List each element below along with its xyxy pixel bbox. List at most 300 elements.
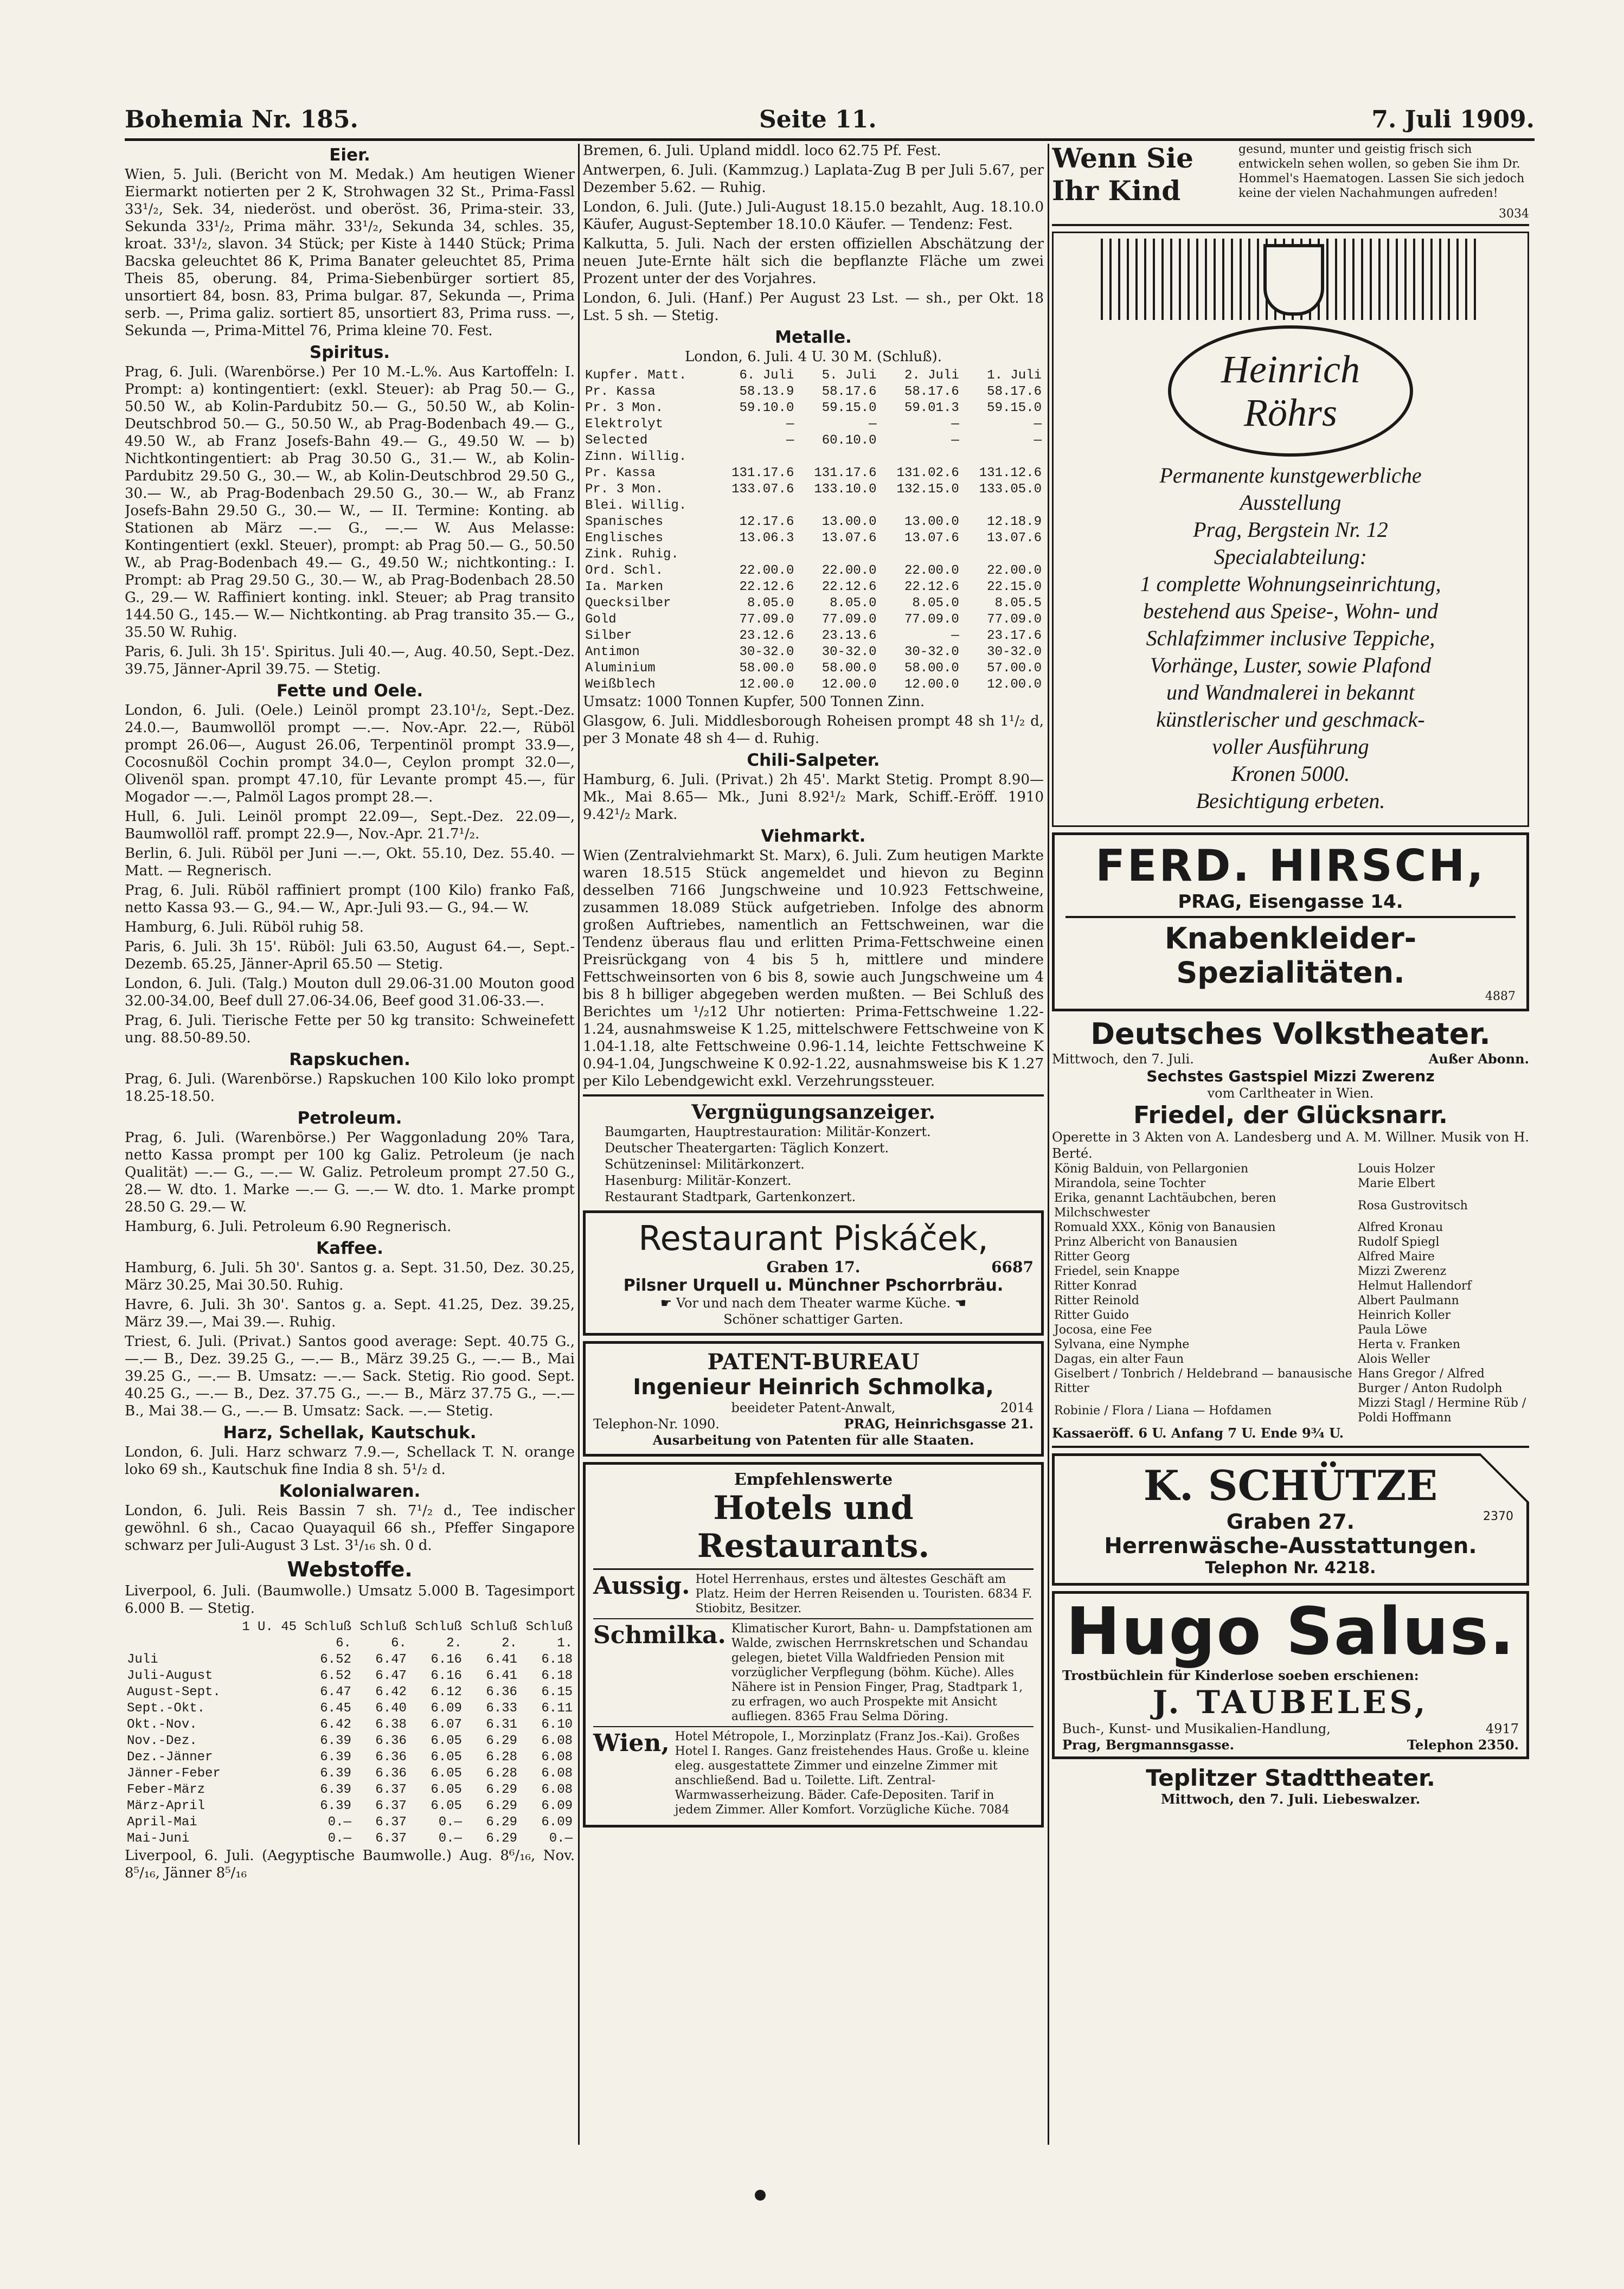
table-row	[583, 579, 1044, 595]
schuetze-number: 2370	[1483, 1510, 1513, 1523]
liverpool-egyptian: Liverpool, 6. Juli. (Aegyptische Baumwolle.) Aug. 8⁶/₁₆, Nov. 8⁵/₁₆, Jänner 8⁵/₁₆	[125, 1848, 575, 1881]
table-cell: 12.00.0	[987, 677, 1042, 692]
table-cell: 0.—	[438, 1831, 462, 1846]
table-cell: 6.40	[375, 1701, 407, 1716]
hotel-aussig-town: Aussig.	[593, 1572, 690, 1600]
fette-hull: Hull, 6. Juli. Leinöl prompt 22.09—, Sept.-Dez. 22.09—, Baumwollöl raff. prompt 22.9—, Nov.-Apr. 21.7¹/₂.	[125, 809, 575, 842]
cast-row	[1052, 1279, 1529, 1293]
kaffee-havre: Havre, 6. Juli. 3h 30'. Santos g. a. Sept. 41.25, Dez. 39.25, März 39.—, Mai 39.—. Ruhig.	[125, 1297, 575, 1330]
rapskuchen-report: Prag, 6. Juli. (Warenbörse.) Rapskuchen 100 Kilo loko prompt 18.25-18.50.	[125, 1071, 575, 1105]
table-cell: Selected	[585, 433, 648, 448]
table-cell: 8.05.0	[830, 596, 877, 611]
ad-text-line: Kronen 5000.	[1231, 761, 1350, 786]
table-cell: Juli	[127, 1652, 158, 1667]
cast-row	[1052, 1235, 1529, 1249]
metal-price-table	[583, 368, 1044, 693]
table-cell: 6.29	[486, 1799, 517, 1813]
cast-role: König Balduin, von Pellargonien	[1054, 1162, 1249, 1176]
cast-role: Sylvana, eine Nymphe	[1054, 1338, 1190, 1351]
table-cell: 6.47	[375, 1669, 407, 1683]
table-cell: 12.00.0	[821, 677, 877, 692]
market-column-1	[125, 142, 575, 2149]
table-row	[125, 1782, 575, 1798]
table-cell: 6.09	[541, 1799, 573, 1813]
cast-actor: Louis Holzer	[1358, 1162, 1435, 1176]
table-cell: 6.18	[541, 1652, 573, 1667]
section-kaffee-title: Kaffee.	[316, 1239, 383, 1258]
cast-row	[1052, 1323, 1529, 1337]
market-column-2	[583, 142, 1044, 2149]
hotel-schmilka	[593, 1619, 1034, 1727]
table-cell: Englisches	[585, 531, 664, 546]
table-header-cell: Schluß	[360, 1620, 407, 1634]
table-cell: 131.02.6	[896, 466, 959, 480]
table-cell	[714, 498, 796, 514]
rohrs-logo	[1168, 325, 1413, 457]
table-cell	[796, 547, 878, 563]
table-cell: Ia. Marken	[585, 580, 664, 594]
spiritus-report: Prag, 6. Juli. (Warenbörse.) Per 10 M.-L.%. Aus Kartoffeln: I. Prompt: a) kontingentiert: (exkl. Steuer): ab Prag 50.— G., 50.50 W., ab Kolin-Pardubitz 50.— G., 50.50 W., ab Kolin-Deutschbrod 50.— G., 50.50 W., ab Prag-Bodenbach 49.— G., 49.50 W., ab Franz Josefs-Bahn 49.— G., 49.50 W. — b) Nichtkontingentiert: ab Prag 30.50 G., 31.— W., ab Kolin-Pardubitz 29.50 G., 30.— W., ab Kolin-Deutschbrod 29.50 G., 30.— W., ab Prag-Bodenbach 29.50 G., 30.— W., ab Franz Josefs-Bahn 29.50 G., 30.— W., — II. Termine: Konting. ab Stationen ab März —.— G., —.— W. Aus Melasse: Kontingentiert (exkl. Steuer), prompt: ab Prag 50.— G., 50.50 W., ab Prag-Bodenbach 49.— G., 49.50 W.; nichtkonting.: I. Prompt: ab Prag 29.50 G., 30.— W., ab Prag-Bodenbach 28.50 G., 29.— W. Raffiniert konting. inkl. Steuer; ab Prag transito 144.50 G., 145.— W.— Nichtkonting. ab Prag transito 35.— G., 35.50 W. Ruhig.	[125, 364, 575, 640]
table-cell	[961, 547, 1044, 563]
cast-actor: Alfred Maire	[1358, 1250, 1435, 1264]
cast-row	[1052, 1176, 1529, 1191]
cast-actor: Hans Gregor / Alfred Burger / Anton Rudolph	[1358, 1367, 1503, 1395]
cast-row	[1052, 1191, 1529, 1220]
cast-role: Robinie / Flora / Liana — Hofdamen	[1054, 1403, 1272, 1418]
column-divider-1	[578, 144, 580, 2145]
table-row	[125, 1798, 575, 1814]
section-eier-title: Eier.	[329, 145, 370, 165]
hotel-wien	[593, 1727, 1034, 1819]
header-date: 7. Juli 1909.	[1371, 106, 1535, 133]
fette-london-talg: London, 6. Juli. (Talg.) Mouton dull 29.06-31.00 Mouton good 32.00-34.00, Beef dull 27.06-34.06, Beef good 31.06-33.—.	[125, 976, 575, 1009]
table-cell: 6.05	[431, 1766, 462, 1781]
divider-vergnuegung	[583, 1094, 1044, 1097]
table-row	[583, 449, 1044, 465]
table-cell: Antimon	[585, 645, 640, 659]
table-cell: 6.11	[541, 1701, 573, 1716]
cast-row	[1052, 1220, 1529, 1235]
table-header-cell: Schluß	[525, 1620, 573, 1634]
table-cell: Aluminium	[585, 661, 656, 676]
patent-contact-line	[593, 1416, 1034, 1432]
cast-role: Erika, genannt Lachtäubchen, beren Milchschwester	[1054, 1191, 1276, 1220]
table-header-cell: Kupfer. Matt.	[585, 368, 687, 383]
piskacek-number: 6687	[991, 1258, 1034, 1276]
table-cell: 6.07	[431, 1717, 462, 1732]
table-cell: 133.07.6	[731, 482, 794, 497]
table-cell: 58.00.0	[821, 661, 877, 676]
table-cell: 133.10.0	[814, 482, 877, 497]
table-header-cell: 1 U. 45 Schluß	[242, 1620, 351, 1634]
table-row	[583, 482, 1044, 498]
table-cell: 6.05	[431, 1799, 462, 1813]
ad-text-line: bestehend aus Speise-, Wohn- und	[1143, 599, 1438, 623]
hommel-ad	[1052, 142, 1529, 226]
hommel-title: Wenn Sie Ihr Kind	[1052, 142, 1193, 207]
table-cell: —	[951, 417, 959, 432]
table-cell: 13.00.0	[821, 515, 877, 529]
hommel-text: gesund, munter und geistig frisch sich entwickeln sehen wollen, so geben Sie ihm Dr. Hommel's Haematogen. Lassen Sie sich jedoch keine der vielen Nachahmungen aufreden!	[1238, 143, 1525, 200]
table-cell: Nov.-Dez.	[127, 1734, 197, 1748]
table-cell: 6.38	[375, 1717, 407, 1732]
cast-actor: Alois Weller	[1358, 1352, 1430, 1366]
salus-title: Hugo Salus.	[1065, 1594, 1516, 1670]
table-cell: Mai-Juni	[127, 1831, 190, 1846]
kaffee-hamburg: Hamburg, 6. Juli. 5h 30'. Santos g. a. Sept. 31.50, Dez. 30.25, März 30.25, Mai 30.50. Ruhig.	[125, 1260, 575, 1293]
cast-role: Ritter Konrad	[1054, 1279, 1137, 1293]
taubeles-text: Buch-, Kunst- und Musikalien-Handlung,	[1062, 1721, 1331, 1736]
table-cell: 23.17.6	[987, 629, 1042, 643]
table-cell: 133.05.0	[979, 482, 1042, 497]
cast-role: Jocosa, eine Fee	[1054, 1323, 1152, 1337]
table-cell: 12.18.9	[987, 515, 1042, 529]
table-cell: 6.29	[486, 1831, 517, 1846]
table-cell: Sept.-Okt.	[127, 1701, 206, 1716]
ad-text-line: künstlerischer und geschmack-	[1156, 707, 1425, 732]
table-cell: Pr. 3 Mon.	[585, 401, 664, 415]
patent-address: PRAG, Heinrichsgasse 21.	[844, 1416, 1034, 1432]
table-cell: 6.47	[375, 1652, 407, 1667]
page-header	[125, 106, 1535, 138]
table-cell: 6.33	[486, 1701, 517, 1716]
table-cell: 59.10.0	[739, 401, 794, 415]
table-cell: 6.37	[375, 1831, 407, 1846]
table-cell: —	[951, 629, 959, 643]
schuetze-telephone: Telephon Nr. 4218.	[1205, 1559, 1376, 1578]
table-cell: Pr. 3 Mon.	[585, 482, 664, 497]
table-cell: August-Sept.	[127, 1685, 221, 1700]
table-cell: 22.15.0	[987, 580, 1042, 594]
hirsch-specialty: Knabenkleider-Spezialitäten.	[1065, 916, 1516, 990]
table-row	[125, 1684, 575, 1701]
table-cell: Feber-März	[127, 1783, 206, 1797]
table-cell	[961, 449, 1044, 465]
table-cell	[796, 449, 878, 465]
table-cell: 13.07.6	[821, 531, 877, 546]
petroleum-hamburg: Hamburg, 6. Juli. Petroleum 6.90 Regnerisch.	[125, 1219, 452, 1235]
table-cell: Gold	[585, 612, 617, 627]
rohrs-ad	[1052, 232, 1529, 827]
metal-table-header	[583, 368, 1044, 384]
table-cell: 23.13.6	[821, 629, 877, 643]
table-cell: 57.00.0	[987, 661, 1042, 676]
table-cell: Quecksilber	[585, 596, 671, 611]
table-cell	[879, 449, 961, 465]
table-cell: Elektrolyt	[585, 417, 664, 432]
volkstheater-origin: vom Carltheater in Wien.	[1207, 1086, 1374, 1101]
table-cell: —	[951, 433, 959, 448]
ad-text-line: Vorhänge, Luster, sowie Plafond	[1150, 653, 1432, 677]
table-cell: 59.15.0	[821, 401, 877, 415]
table-cell: 30-32.0	[821, 645, 877, 659]
section-webstoffe-title: Webstoffe.	[287, 1557, 413, 1581]
table-cell: 6.29	[486, 1815, 517, 1830]
table-row	[125, 1831, 575, 1847]
ad-text-line: 1 complette Wohnungseinrichtung,	[1140, 572, 1441, 596]
table-cell: 12.00.0	[904, 677, 959, 692]
table-row	[125, 1766, 575, 1782]
table-cell: 6.45	[320, 1701, 351, 1716]
fette-paris: Paris, 6. Juli. 3h 15'. Rüböl: Juli 63.50, August 64.—, Sept.-Dezemb. 65.25, Jänner-April 65.50 — Stetig.	[125, 939, 575, 972]
section-metalle-title: Metalle.	[775, 328, 852, 347]
table-cell: 6.15	[541, 1685, 573, 1700]
table-cell: 58.17.6	[821, 384, 877, 399]
cotton-price-table	[125, 1619, 575, 1847]
table-cell: 30-32.0	[739, 645, 794, 659]
eier-report: Wien, 5. Juli. (Bericht von M. Medak.) Am heutigen Wiener Eiermarkt notierten per 2 K, Strohwagen 32 St., Prima-Fassl 33¹/₂, Sek. 34, niederöst. und oberöst. 36, Prima-steir. 33, Sekunda 33¹/₂, Prima mähr. 33¹/₂, Sekunda 34, schles. 35, kroat. 33¹/₂, slavon. 34 Stück; per Kiste à 1440 Stück; Prima Bacska geleuchtet 86 K, Prima Banater geleuchtet 85, Prima Theis 85, oberung. 84, Prima-Siebenbürger sortiert 85, unsortiert 84, bosn. 83, Prima bulgar. 87, Sekunda —, Prima serb. —, Prima galiz. sortiert 85, unsortiert 83, Prima russ. —, Sekunda —, Prima-Mittel 76, Prima kleine 70. Fest.	[125, 166, 575, 339]
table-cell: 22.00.0	[739, 563, 794, 578]
table-header-cell: 1. Juli	[987, 368, 1042, 383]
table-cell: Weißblech	[585, 677, 656, 692]
hommel-ad-body	[1052, 142, 1529, 207]
table-row	[583, 465, 1044, 482]
table-cell: 131.12.6	[979, 466, 1042, 480]
table-cell	[879, 547, 961, 563]
table-cell: 0.—	[438, 1815, 462, 1830]
taubeles-name: J. TAUBELES,	[1152, 1684, 1429, 1721]
fette-berlin: Berlin, 6. Juli. Rüböl per Juni —.—, Okt. 55.10, Dez. 55.40. — Matt. — Regnerisch.	[125, 845, 575, 879]
table-cell: 77.09.0	[987, 612, 1042, 627]
patent-title: PATENT-BUREAU	[707, 1349, 920, 1375]
table-cell	[796, 498, 878, 514]
taubeles-address: Prag, Bergmannsgasse.	[1062, 1737, 1235, 1753]
cast-role: Giselbert / Tonbrich / Heldebrand — banausische Ritter	[1054, 1367, 1352, 1395]
table-cell: 6.41	[486, 1669, 517, 1683]
table-cell: Ord. Schl.	[585, 563, 664, 578]
header-issue: Bohemia Nr. 185.	[125, 106, 358, 133]
kaffee-triest: Triest, 6. Juli. (Privat.) Santos good average: Sept. 40.75 G., —.— B., Dez. 39.25 G., —.— B., März 39.25 G., —.— B., Mai 39.25 G., —.— B. Umsatz: —.— Sack. Stetig. Rio good. Sept. 40.25 G., —.— B., Dez. 37.75 G., —.— B., März 37.75 G., —.— B., Mai 38.— G., —.— B. Umsatz: Sack. —.— Stetig.	[125, 1333, 575, 1419]
cotton-table-header	[125, 1619, 575, 1636]
table-header-cell	[125, 1636, 230, 1652]
cotton-table-body	[125, 1652, 575, 1847]
patent-bureau-ad	[583, 1341, 1044, 1457]
table-row	[583, 677, 1044, 693]
table-cell: 6.08	[541, 1766, 573, 1781]
table-row	[583, 498, 1044, 514]
table-cell: 13.07.6	[987, 531, 1042, 546]
volkstheater-cast	[1052, 1162, 1529, 1425]
piskacek-title: Restaurant Piskáček,	[638, 1219, 988, 1258]
ad-text-line: und Wandmalerei in bekannt	[1166, 680, 1415, 704]
table-cell: März-April	[127, 1799, 206, 1813]
table-cell: 58.00.0	[904, 661, 959, 676]
table-row	[583, 628, 1044, 644]
table-cell: 6.05	[431, 1734, 462, 1748]
table-cell: Spanisches	[585, 515, 664, 529]
hirsch-address: PRAG, Eisengasse 14.	[1178, 891, 1403, 913]
fette-london: London, 6. Juli. (Oele.) Leinöl prompt 23.10¹/₂, Sept.-Dez. 24.0.—, Baumwollöl prompt —.—. Nov.-Apr. 22.—, Rüböl prompt 26.06—, August 26.06, Terpentinöl prompt 33.9—, Cocosnußöl Cochin prompt 34.0—, Ceylon prompt 32.0—, Olivenöl span. prompt 47.10, für Levante prompt 45.—, für Mogador —.—, Palmöl Lagos prompt 28.—.	[125, 702, 575, 805]
table-cell: 22.00.0	[821, 563, 877, 578]
table-cell: 6.05	[431, 1783, 462, 1797]
table-cell: 58.17.6	[904, 384, 959, 399]
cast-role: Prinz Albericht von Banausien	[1054, 1235, 1238, 1249]
patent-telephone: Telephon-Nr. 1090.	[593, 1416, 720, 1432]
cast-list	[1052, 1162, 1529, 1425]
table-cell: 6.37	[375, 1783, 407, 1797]
hotel-wien-text: Hotel Métropole, I., Morzinplatz (Franz Jos.-Kai). Großes Hotel I. Ranges. Ganz freistehendes Haus. Große u. kleine eleg. ausgestattete Zimmer und einzelne Zimmer mit anschließend. Bad u. Toilette. Lift. Zentral-Warmwasserheizung. Bäder. Cafe-Depositen. Tarif in jedem Zimmer. Aller Komfort. Vorzügliche Küche. 7084	[675, 1730, 1030, 1817]
cast-actor: Helmut Hallendorf	[1358, 1279, 1472, 1293]
hirsch-title: FERD. HIRSCH,	[1095, 841, 1486, 891]
table-cell: 58.13.9	[739, 384, 794, 399]
ad-text-line: Ausstellung	[1240, 490, 1341, 515]
table-cell	[714, 449, 796, 465]
table-header-cell: 1.	[557, 1636, 573, 1651]
cast-row	[1052, 1293, 1529, 1308]
table-cell: 6.08	[541, 1734, 573, 1748]
table-cell: 22.00.0	[904, 563, 959, 578]
hotel-schmilka-text: Klimatischer Kurort, Bahn- u. Dampfstationen am Walde, zwischen Herrnskretschen und Schandau gelegen, bietet Villa Waldfrieden Pension mit vorzüglicher Verpflegung (böhm. Küche). Alles Nähere ist in Pension Finger, Prag, Stadtpark 1, zu erfragen, wo auch Prospekte mit Ansicht aufliegen. 8365 Frau Selma Döring.	[731, 1622, 1032, 1723]
table-cell: 6.09	[541, 1815, 573, 1830]
section-petroleum-title: Petroleum.	[297, 1108, 402, 1128]
cast-role: Romuald XXX., König von Banausien	[1054, 1221, 1276, 1234]
table-header-cell: 6.	[336, 1636, 351, 1651]
table-cell: 59.01.3	[904, 401, 959, 415]
volkstheater-play: Friedel, der Glücksnarr.	[1133, 1101, 1448, 1129]
table-cell: 13.07.6	[904, 531, 959, 546]
table-row	[583, 612, 1044, 628]
cast-actor: Mizzi Stagl / Hermine Rüb / Poldi Hoffmann	[1358, 1396, 1526, 1425]
table-cell: Blei. Willig.	[585, 498, 687, 513]
cast-role: Ritter Georg	[1054, 1250, 1131, 1264]
header-page-number: Seite 11.	[759, 106, 877, 133]
table-header-cell: Schluß	[415, 1620, 462, 1634]
cast-actor: Heinrich Koller	[1358, 1309, 1451, 1322]
table-cell: 6.16	[431, 1669, 462, 1683]
table-cell: Jänner-Feber	[127, 1766, 221, 1781]
taubeles-number: 4917	[1485, 1721, 1519, 1736]
table-cell: Juli-August	[127, 1669, 213, 1683]
cast-role: Mirandola, seine Tochter	[1054, 1177, 1206, 1190]
table-cell: 6.52	[320, 1669, 351, 1683]
spiritus-paris: Paris, 6. Juli. 3h 15'. Spiritus. Juli 40.—, Aug. 40.50, Sept.-Dez. 39.75, Jänner-April 39.75. — Stetig.	[125, 644, 575, 677]
salus-text: Trostbüchlein für Kinderlose soeben erschienen:	[1062, 1668, 1419, 1683]
patent-number: 2014	[1000, 1400, 1034, 1415]
volkstheater-ad	[1052, 1017, 1529, 1448]
table-cell: —	[786, 433, 794, 448]
cast-role: Friedel, sein Knappe	[1054, 1265, 1180, 1278]
table-row	[125, 1652, 575, 1668]
schuetze-address-line	[1062, 1510, 1519, 1534]
table-cell: 6.47	[320, 1685, 351, 1700]
kolonial-report: London, 6. Juli. Reis Bassin 7 sh. 7¹/₂ d., Tee indischer gewöhnl. 6 sh., Cacao Quayaquil 66 sh., Pfeffer Singapore schwarz per Juli-August 3 Lst. 3¹/₁₆ sh. 0 d.	[125, 1503, 575, 1554]
table-cell: 6.36	[375, 1750, 407, 1765]
schuetze-title: K. SCHÜTZE	[1143, 1461, 1438, 1510]
volkstheater-abonnement: Außer Abonn.	[1428, 1051, 1529, 1067]
hommel-number: 3034	[1499, 207, 1529, 221]
ad-text-line: Prag, Bergstein Nr. 12	[1193, 517, 1388, 542]
fette-prag: Prag, 6. Juli. Rüböl raffiniert prompt (100 Kilo) franko Faß, netto Kassa 93.— G., 94.— W., Apr.-Juli 93.— G., 94.— W.	[125, 882, 575, 916]
table-row	[125, 1749, 575, 1766]
piskacek-line-2: Schöner schattiger Garten.	[723, 1312, 903, 1327]
cast-row	[1052, 1337, 1529, 1352]
table-cell: Pr. Kassa	[585, 384, 656, 399]
hotel-schmilka-town: Schmilka.	[593, 1621, 726, 1649]
hotels-subtitle: Empfehlenswerte	[734, 1470, 893, 1489]
list-item: Restaurant Stadtpark, Gartenkonzert.	[605, 1189, 856, 1204]
table-cell: 6.09	[431, 1701, 462, 1716]
salus-ad	[1052, 1591, 1529, 1759]
antwerpen-report: Antwerpen, 6. Juli. (Kammzug.) Laplata-Zug B per Juli 5.67, per Dezember 5.62. — Ruhig.	[583, 162, 1044, 196]
piskacek-beer: Pilsner Urquell u. Münchner Pschorrbräu.	[623, 1276, 1004, 1295]
table-row	[125, 1733, 575, 1749]
table-row	[125, 1717, 575, 1733]
petroleum-report: Prag, 6. Juli. (Warenbörse.) Per Waggonladung 20% Tara, netto Kassa prompt per 100 kg Galiz. Petroleum (je nach Qualität) —.— G., —.— W. Galiz. Petroleum prompt 27.50 G., 28.— W. dto. 1. Marke —.— G. —.— W. dto. 1. Marke prompt 28.50 G. 29.— W.	[125, 1130, 575, 1215]
hotel-wien-town: Wien,	[593, 1729, 670, 1757]
advertisement-column	[1052, 142, 1529, 2149]
cast-row	[1052, 1396, 1529, 1425]
table-cell: 8.05.5	[994, 596, 1042, 611]
table-cell: —	[869, 417, 877, 432]
table-row	[583, 433, 1044, 449]
table-cell: Silber	[585, 629, 632, 643]
patent-sub: beeideter Patent-Anwalt,	[731, 1400, 896, 1415]
table-cell: 6.36	[375, 1734, 407, 1748]
table-cell: 22.12.6	[739, 580, 794, 594]
volkstheater-title: Deutsches Volkstheater.	[1090, 1017, 1491, 1051]
cast-row	[1052, 1162, 1529, 1176]
patent-services: Ausarbeitung von Patenten für alle Staaten.	[652, 1432, 974, 1448]
schuetze-address: Graben 27.	[1226, 1510, 1355, 1534]
table-cell: 59.15.0	[987, 401, 1042, 415]
hotels-restaurants-ad	[583, 1462, 1044, 1828]
header-rule	[125, 138, 1535, 141]
table-cell: 12.17.6	[739, 515, 794, 529]
ad-text-line: Specialabteilung:	[1214, 544, 1368, 569]
table-cell: Okt.-Nov.	[127, 1717, 197, 1732]
table-cell: 22.12.6	[904, 580, 959, 594]
cast-row	[1052, 1264, 1529, 1279]
teplitz-title: Teplitzer Stadttheater.	[1146, 1765, 1435, 1791]
table-cell: 6.12	[431, 1685, 462, 1700]
table-cell: 6.52	[320, 1652, 351, 1667]
table-cell	[714, 547, 796, 563]
cast-actor: Mizzi Zwerenz	[1358, 1265, 1447, 1278]
metalle-subtitle: London, 6. Juli. 4 U. 30 M. (Schluß).	[684, 349, 942, 365]
table-cell: 77.09.0	[739, 612, 794, 627]
table-cell: 0.—	[328, 1815, 351, 1830]
table-cell: 58.00.0	[739, 661, 794, 676]
table-row	[583, 416, 1044, 433]
table-cell: —	[1034, 433, 1042, 448]
table-cell: 6.39	[320, 1734, 351, 1748]
table-cell: Zinn. Willig.	[585, 450, 687, 464]
table-cell: 131.17.6	[731, 466, 794, 480]
section-spiritus-title: Spiritus.	[309, 343, 390, 362]
table-row	[125, 1668, 575, 1684]
vergnuegung-title: Vergnügungsanzeiger.	[691, 1101, 935, 1124]
table-cell: Zink. Ruhig.	[585, 547, 679, 562]
table-cell: 13.06.3	[739, 531, 794, 546]
cast-role: Ritter Reinold	[1054, 1294, 1139, 1307]
table-row	[125, 1814, 575, 1831]
webstoffe-report: Liverpool, 6. Juli. (Baumwolle.) Umsatz 5.000 B. Tagesimport 6.000 B. — Stetig.	[125, 1583, 575, 1617]
table-cell: 6.39	[320, 1783, 351, 1797]
cast-role: Dagas, ein alter Faun	[1054, 1352, 1184, 1366]
section-harz-title: Harz, Schellak, Kautschuk.	[223, 1423, 477, 1442]
table-cell: 30-32.0	[904, 645, 959, 659]
rohrs-text	[1061, 462, 1520, 815]
volkstheater-date: Mittwoch, den 7. Juli.	[1052, 1051, 1194, 1067]
bremen-report: Bremen, 6. Juli. Upland middl. loco 62.75 Pf. Fest.	[583, 143, 941, 159]
cast-actor: Rudolf Spiegl	[1358, 1235, 1440, 1249]
table-cell: 6.05	[431, 1750, 462, 1765]
section-fette-title: Fette und Oele.	[276, 681, 423, 701]
table-row	[583, 384, 1044, 400]
ad-text-line: Permanente kunstgewerbliche	[1159, 463, 1422, 488]
table-cell: 8.05.0	[747, 596, 794, 611]
cast-row	[1052, 1308, 1529, 1323]
